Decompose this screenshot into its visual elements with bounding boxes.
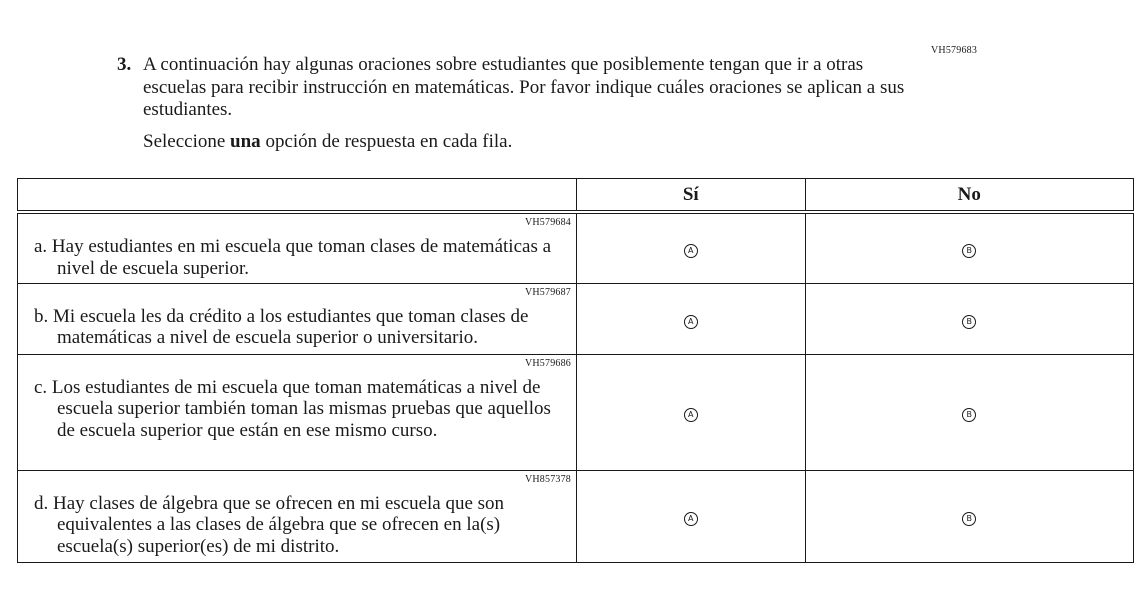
instruction (143, 131, 512, 153)
row-id: VH579686 (524, 357, 571, 369)
radio-bubble-b[interactable]: B (962, 315, 976, 329)
radio-bubble-a[interactable]: A (684, 315, 698, 329)
statement-text: c. Los estudiantes de mi escuela que toman matemáticas a nivel de escuela superior también toman las mismas pruebas que aquellos de escuela superior que están en ese mismo curso. (34, 376, 551, 441)
option-si-cell (577, 354, 806, 470)
instruction-after: opción de respuesta en cada fila. (260, 131, 513, 152)
option-no-cell (805, 354, 1133, 470)
instruction-before: Seleccione (143, 131, 231, 152)
table-row (18, 283, 1134, 354)
radio-bubble-a[interactable]: A (684, 408, 698, 422)
header-si: Sí (577, 179, 806, 213)
statement-text: d. Hay clases de álgebra que se ofrecen en mi escuela que son equivalentes a las clases de álgebra que se ofrecen en la(s) escuela(s) superior(es) de mi distrito. (34, 492, 505, 557)
header-row (18, 179, 1134, 213)
option-no-cell (805, 212, 1133, 283)
row-id: VH579684 (524, 217, 571, 228)
table-row (18, 354, 1134, 470)
option-no-cell (805, 283, 1133, 354)
instruction-bold: una (230, 131, 261, 152)
radio-bubble-b[interactable]: B (962, 512, 976, 526)
statement-cell (18, 283, 577, 354)
radio-bubble-a[interactable]: A (684, 244, 698, 258)
question-text: A continuación hay algunas oraciones sobre estudiantes que posiblemente tengan que ir a otras escuelas para recibir instrucción en matemáticas. Por favor indique cuáles oraciones se aplican a sus estudiantes. (143, 54, 905, 120)
table-row (18, 212, 1134, 283)
radio-bubble-b[interactable]: B (962, 244, 976, 258)
question-id: VH579683 (931, 45, 978, 56)
row-id: VH579687 (524, 286, 571, 298)
statement-text: a. Hay estudiantes en mi escuela que toman clases de matemáticas a nivel de escuela superior. (34, 236, 552, 279)
option-si-cell (577, 283, 806, 354)
table-row (18, 470, 1134, 562)
radio-bubble-b[interactable]: B (962, 408, 976, 422)
header-no: No (805, 179, 1133, 213)
radio-bubble-a[interactable]: A (684, 512, 698, 526)
question-block (117, 54, 907, 122)
statement-cell (18, 354, 577, 470)
row-id: VH857378 (524, 473, 571, 485)
statement-cell (18, 212, 577, 283)
option-si-cell (577, 212, 806, 283)
option-si-cell (577, 470, 806, 562)
statement-text: b. Mi escuela les da crédito a los estudiantes que toman clases de matemáticas a nivel de escuela superior o universitario. (34, 305, 529, 348)
response-grid (17, 178, 1134, 563)
statement-cell (18, 470, 577, 562)
header-empty (18, 179, 577, 213)
question-number: 3. (117, 54, 132, 75)
option-no-cell (805, 470, 1133, 562)
